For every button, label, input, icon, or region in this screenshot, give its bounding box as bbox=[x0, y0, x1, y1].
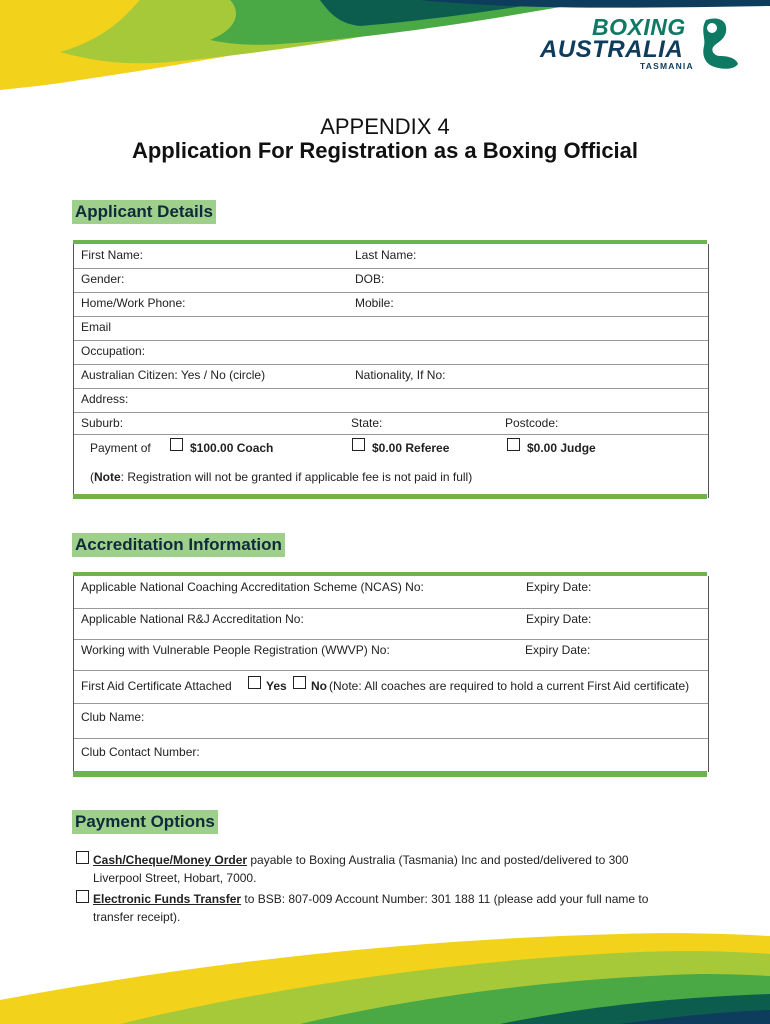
section-rule bbox=[73, 771, 707, 777]
form-row-suburb bbox=[74, 412, 708, 436]
first-aid-yes-checkbox[interactable] bbox=[248, 676, 261, 689]
dob-field[interactable]: DOB: bbox=[355, 272, 385, 286]
judge-fee-checkbox[interactable] bbox=[507, 438, 520, 451]
state-field[interactable]: State: bbox=[351, 416, 383, 430]
form-row-club-contact bbox=[74, 738, 708, 772]
form-row-citizen bbox=[74, 364, 708, 389]
rj-field[interactable]: Applicable National R&J Accreditation No: bbox=[81, 612, 304, 626]
logo-line-3: TASMANIA bbox=[640, 61, 694, 71]
citizen-field[interactable]: Australian Citizen: Yes / No (circle) bbox=[81, 368, 266, 382]
referee-fee-checkbox[interactable] bbox=[352, 438, 365, 451]
referee-fee-label: $0.00 Referee bbox=[372, 441, 450, 455]
coach-fee-label: $100.00 Coach bbox=[190, 441, 274, 455]
accreditation-form bbox=[73, 576, 709, 772]
first-aid-note: (Note: All coaches are required to hold a current First Aid certificate) bbox=[329, 679, 690, 693]
club-contact-field[interactable]: Club Contact Number: bbox=[81, 745, 200, 759]
form-row-ncas bbox=[74, 576, 708, 609]
form-row-first-aid bbox=[74, 670, 708, 704]
form-row-club-name bbox=[74, 703, 708, 739]
logo-line-2: AUSTRALIA bbox=[540, 36, 684, 63]
first-aid-no-label: No bbox=[311, 679, 327, 693]
form-row-phone bbox=[74, 292, 708, 317]
payment-options-heading: Payment Options bbox=[72, 810, 218, 834]
cash-cheque-option-cont: Liverpool Street, Hobart, 7000. bbox=[93, 871, 257, 885]
club-name-field[interactable]: Club Name: bbox=[81, 710, 145, 724]
bottom-banner bbox=[0, 930, 770, 1024]
occupation-field[interactable]: Occupation: bbox=[81, 344, 146, 358]
boxing-australia-logo bbox=[540, 14, 750, 74]
first-aid-label: First Aid Certificate Attached bbox=[81, 679, 232, 693]
form-row-name bbox=[74, 244, 708, 269]
applicant-details-heading: Applicant Details bbox=[72, 200, 216, 224]
suburb-field[interactable]: Suburb: bbox=[81, 416, 124, 430]
form-row-email bbox=[74, 316, 708, 341]
logo-line-1: BOXING bbox=[592, 14, 686, 40]
first-aid-yes-label: Yes bbox=[266, 679, 287, 693]
ncas-expiry-field[interactable]: Expiry Date: bbox=[526, 580, 592, 594]
page-title: Application For Registration as a Boxing Official bbox=[131, 138, 639, 163]
eft-option-cont: transfer receipt). bbox=[93, 910, 181, 924]
eft-checkbox[interactable] bbox=[76, 890, 89, 903]
accreditation-heading: Accreditation Information bbox=[72, 533, 285, 557]
postcode-field[interactable]: Postcode: bbox=[505, 416, 559, 430]
form-row-occupation bbox=[74, 340, 708, 365]
cash-cheque-checkbox[interactable] bbox=[76, 851, 89, 864]
fee-note: (Note: Registration will not be granted if applicable fee is not paid in full) bbox=[90, 470, 473, 484]
eft-option: Electronic Funds Transfer to BSB: 807-009 Account Number: 301 188 11 (please add your full name to bbox=[93, 892, 649, 906]
form-row-gender bbox=[74, 268, 708, 293]
email-field[interactable]: Email bbox=[81, 320, 112, 334]
cash-cheque-option: Cash/Cheque/Money Order payable to Boxing Australia (Tasmania) Inc and posted/delivered to 300 bbox=[93, 853, 629, 867]
divider bbox=[74, 434, 708, 435]
judge-fee-label: $0.00 Judge bbox=[527, 441, 596, 455]
boxing-glove-icon bbox=[698, 16, 742, 72]
rj-expiry-field[interactable]: Expiry Date: bbox=[526, 612, 592, 626]
form-row-rj bbox=[74, 608, 708, 640]
address-field[interactable]: Address: bbox=[81, 392, 129, 406]
applicant-details-form bbox=[73, 244, 709, 498]
first-aid-no-checkbox[interactable] bbox=[293, 676, 306, 689]
wwvp-expiry-field[interactable]: Expiry Date: bbox=[525, 643, 591, 657]
coach-fee-checkbox[interactable] bbox=[170, 438, 183, 451]
gender-field[interactable]: Gender: bbox=[81, 272, 125, 286]
ncas-field[interactable]: Applicable National Coaching Accreditation Scheme (NCAS) No: bbox=[81, 580, 424, 594]
form-row-address bbox=[74, 388, 708, 413]
page-title-appendix: APPENDIX 4 bbox=[320, 114, 450, 139]
nationality-field[interactable]: Nationality, If No: bbox=[355, 368, 446, 382]
first-name-field[interactable]: First Name: bbox=[81, 248, 144, 262]
payment-of-label: Payment of bbox=[90, 441, 151, 455]
phone-field[interactable]: Home/Work Phone: bbox=[81, 296, 186, 310]
section-rule bbox=[73, 494, 707, 499]
form-row-wwvp bbox=[74, 639, 708, 671]
wwvp-field[interactable]: Working with Vulnerable People Registration (WWVP) No: bbox=[81, 643, 390, 657]
mobile-field[interactable]: Mobile: bbox=[355, 296, 394, 310]
last-name-field[interactable]: Last Name: bbox=[355, 248, 417, 262]
